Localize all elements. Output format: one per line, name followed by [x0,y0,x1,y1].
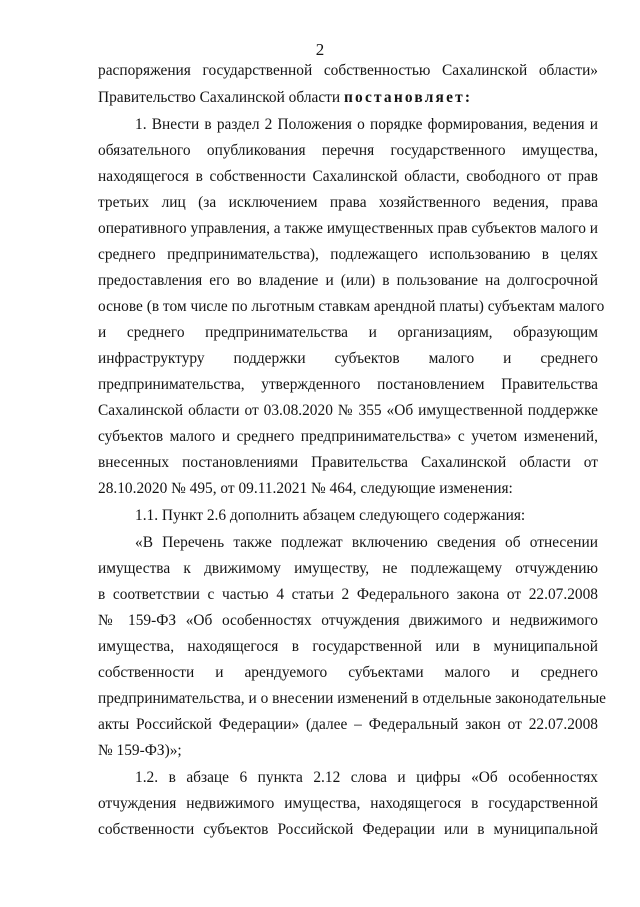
text-line: инфраструктуру поддержки субъектов малого и среднего [98,350,598,367]
text-line [98,87,598,109]
paragraph-first-line: 1.2. в абзаце 6 пункта 2.12 слова и цифры «Об особенностях [135,769,598,786]
text-line: и среднего предпринимательства и организациям, образующим [98,324,598,341]
text-line: предоставления его во владение и (или) в пользование на долгосрочной [98,272,598,289]
text-line: отчуждения недвижимого имущества, находящегося в государственной [98,795,598,812]
paragraph-last-line: 28.10.2020 № 495, от 09.11.2021 № 464, следующие изменения: [98,480,513,497]
text-line: субъектов малого и среднего предпринимательства» с учетом изменений, [98,428,598,445]
paragraph-last-line: № 159-ФЗ)»; [98,742,182,759]
text-line: Сахалинской области от 03.08.2020 № 355 «Об имущественной поддержке [98,402,598,419]
paragraph-first-line: 1. Внести в раздел 2 Положения о порядке формирования, ведения и [135,116,598,133]
text-line: предпринимательства, и о внесении изменений в отдельные законодательные [98,690,607,707]
page-number: 2 [315,40,325,59]
text-line: среднего предпринимательства), подлежащего использованию в целях [98,246,598,263]
text-line: внесенных постановлениями Правительства Сахалинской области от [98,454,598,471]
text-line: предпринимательства, утвержденного постановлением Правительства [98,376,598,393]
paragraph-first-line: «В Перечень также подлежат включению сведения об отнесении [135,534,598,551]
text-line: основе (в том числе по льготным ставкам арендной платы) субъектам малого [98,298,605,315]
text-line: акты Российской Федерации» (далее – Федеральный закон от 22.07.2008 [98,716,598,733]
text-line: собственности субъектов Российской Федерации или в муниципальной [98,821,598,838]
text-line: третьих лиц (за исключением права хозяйственного ведения, права [98,194,598,211]
text-line: № 159-ФЗ «Об особенностях отчуждения движимого и недвижимого [98,612,598,629]
text-line: собственности и арендуемого субъектами малого и среднего [98,664,598,681]
text-line: в соответствии с частью 4 статьи 2 Федерального закона от 22.07.2008 [98,586,598,603]
text-line: находящегося в собственности Сахалинской области, свободного от прав [98,168,598,185]
paragraph-first-line: 1.1. Пункт 2.6 дополнить абзацем следующего содержания: [135,507,526,524]
text-line: имущества, находящегося в государственной или в муниципальной [98,638,598,655]
text-line: оперативного управления, а также имущественных прав субъектов малого и [98,220,598,237]
text-segment: Правительство Сахалинской области [98,89,344,106]
text-line: обязательного опубликования перечня государственного имущества, [98,142,598,159]
text-line: распоряжения государственной собственностью Сахалинской области» [98,62,598,79]
emphasized-word: постановляет: [343,89,473,106]
text-line: имущества к движимому имуществу, не подлежащему отчуждению [98,560,598,577]
